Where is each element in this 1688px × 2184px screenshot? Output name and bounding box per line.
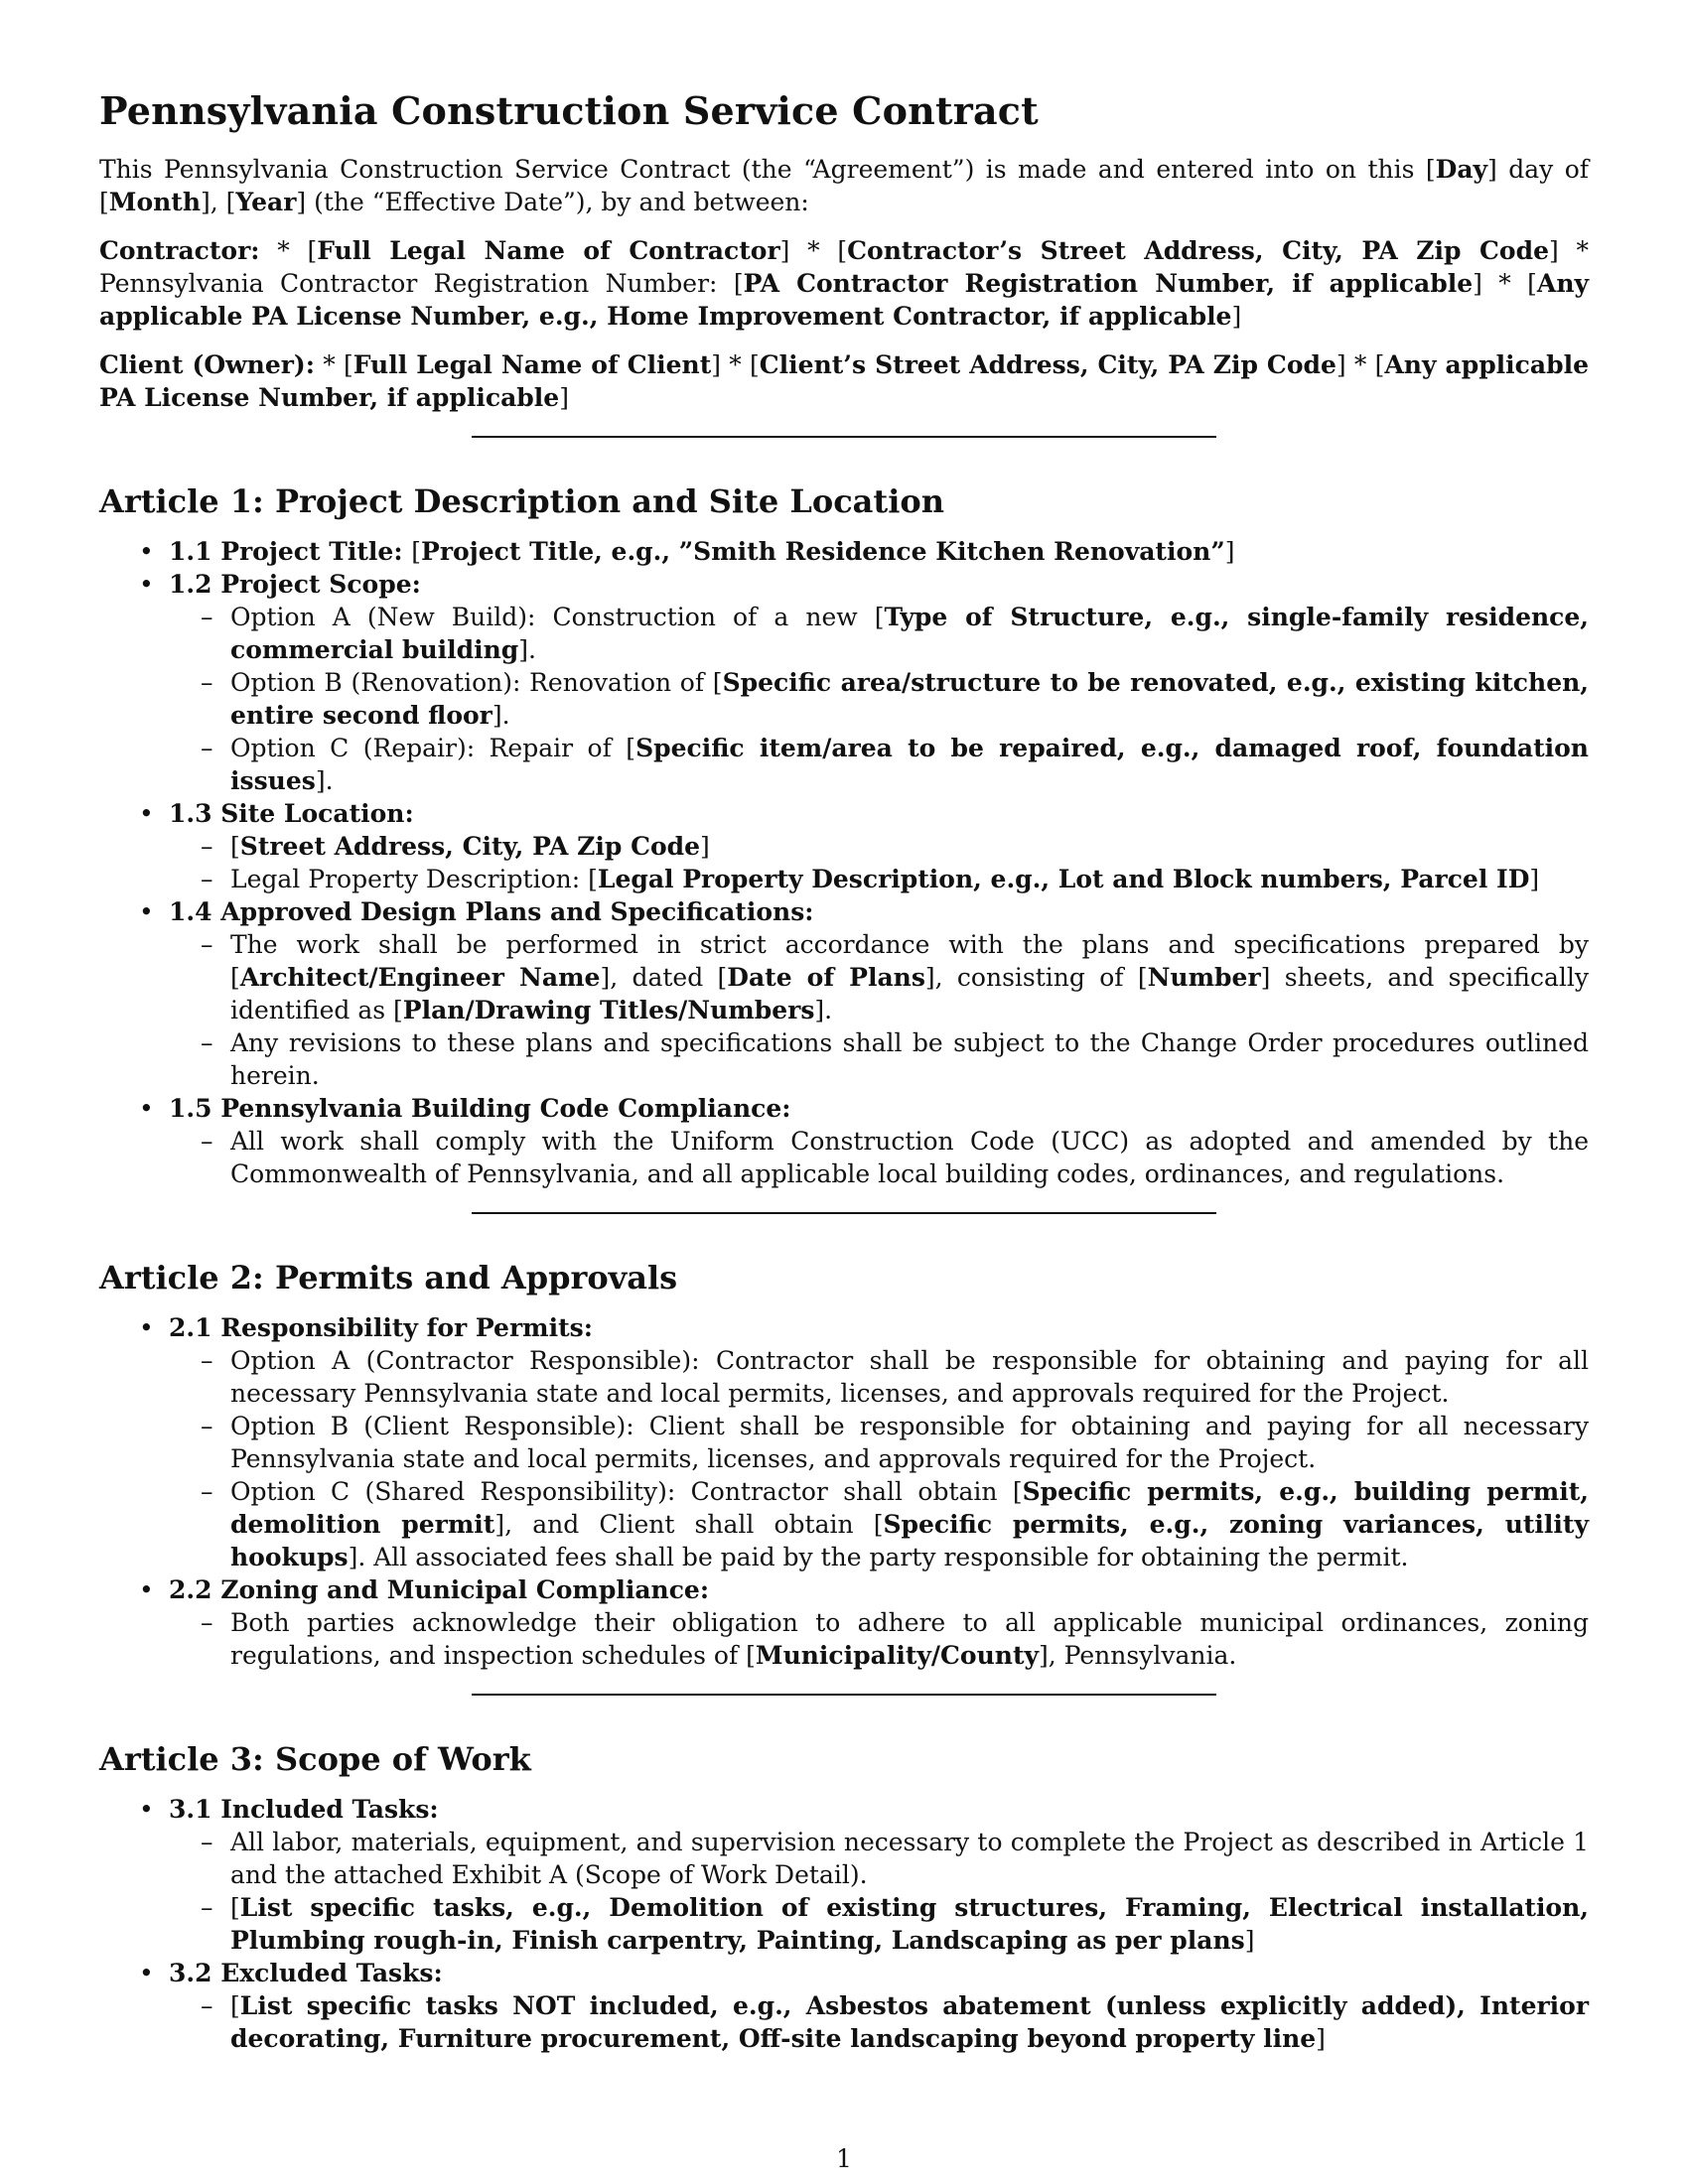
contractor-label: Contractor: [99, 236, 260, 265]
document-page [99, 77, 1589, 2055]
placeholder-text: List specific tasks, e.g., Demolition of existing structures, Framing, Electrical installation, Plumbing rough-in, Finish carpentry, Painting, Landscaping as per plans [230, 1893, 1589, 1955]
bracket: [ [411, 537, 422, 566]
sub-list-item [230, 1026, 1589, 1092]
item-text: ]. [518, 635, 536, 664]
article-1-heading: Article 1: Project Description and Site Location [99, 482, 944, 520]
sub-list-item [230, 1410, 1589, 1475]
placeholder-text: List specific tasks NOT included, e.g., Asbestos abatement (unless explicitly added), Interior decorating, Furniture procurement, Off-site landscaping beyond property line [230, 1991, 1589, 2053]
item-label: 2.1 Responsibility for Permits: [169, 1313, 593, 1342]
item-label: 3.1 Included Tasks: [169, 1795, 439, 1824]
item-text: All work shall comply with the Uniform Construction Code (UCC) as adopted and amended by the Commonwealth of Pennsylvania, and all applicable local building codes, ordinances, and regulations. [230, 1127, 1589, 1188]
item-text: Option A (New Build): Construction of a new [ [230, 603, 885, 631]
article-3-heading: Article 3: Scope of Work [99, 1740, 531, 1778]
sub-list-item [230, 732, 1589, 797]
bracket: ] [1224, 537, 1235, 566]
client-name: Full Legal Name of Client [352, 350, 712, 379]
item-text: The work shall be performed in strict accordance with the plans and specifications prepared by [ [230, 930, 1589, 992]
intro-text: This Pennsylvania Construction Service Contract (the “Agreement”) is made and entered into on this [ [99, 155, 1436, 184]
bracket: [ [230, 1893, 240, 1922]
sub-list [169, 928, 1589, 1092]
item-label: 1.5 Pennsylvania Building Code Compliance: [169, 1094, 791, 1123]
sub-list-item [230, 601, 1589, 666]
client-block [99, 348, 1589, 414]
placeholder-text: Specific permits, e.g., zoning variances, utility hookups [230, 1510, 1589, 1571]
project-title-placeholder: Project Title, e.g., ”Smith Residence Kitchen Renovation” [421, 537, 1225, 566]
item-label: 1.1 Project Title: [169, 537, 412, 566]
item-label: 2.2 Zoning and Municipal Compliance: [169, 1575, 710, 1604]
list-item [169, 1311, 1589, 1573]
separator: ] * [ [1473, 269, 1537, 298]
intro-text: ] (the “Effective Date”), by and between: [296, 188, 809, 216]
divider [472, 1212, 1216, 1214]
item-text: ]. [814, 996, 833, 1024]
contractor-block [99, 234, 1589, 333]
sub-list-item [230, 1891, 1589, 1957]
bracket: ] [1529, 865, 1540, 893]
item-text: Option B (Renovation): Renovation of [ [230, 668, 723, 697]
bracket: ] [1316, 2024, 1326, 2053]
contractor-name: Full Legal Name of Contractor [317, 236, 780, 265]
item-text: ]. All associated fees shall be paid by the party responsible for obtaining the permit. [348, 1543, 1409, 1571]
placeholder-text: Legal Property Description, e.g., Lot and Block numbers, Parcel ID [597, 865, 1530, 893]
contractor-license: Any applicable PA License Number, e.g., Home Improvement Contractor, if applicable [99, 269, 1590, 331]
article-2-list [99, 1311, 1589, 1672]
article-2 [99, 1258, 1589, 1672]
sub-list-item [230, 1606, 1589, 1672]
list-item [169, 1573, 1589, 1672]
article-1 [99, 481, 1589, 1190]
list-item [169, 1793, 1589, 1957]
separator: * [ [259, 236, 318, 265]
placeholder-text: Type of Structure, e.g., single-family residence, commercial building [230, 603, 1589, 664]
separator: ] [1231, 302, 1242, 331]
list-item [169, 568, 1589, 797]
separator: ] [559, 383, 569, 412]
list-item [169, 535, 1589, 568]
list-item [169, 1092, 1589, 1190]
year-placeholder: Year [235, 188, 297, 216]
article-1-list [99, 535, 1589, 1190]
client-label: Client (Owner): [99, 350, 315, 379]
sub-list [169, 601, 1589, 797]
list-item [169, 1957, 1589, 2055]
item-text: Option B (Client Responsible): Client shall be responsible for obtaining and paying for all necessary Pennsylvania state and local permits, licenses, and approvals required for the Project. [230, 1412, 1589, 1473]
month-placeholder: Month [108, 188, 202, 216]
article-3 [99, 1739, 1589, 2055]
item-text: Both parties acknowledge their obligation to adhere to all applicable municipal ordinances, zoning regulations, and inspection schedules of [ [230, 1608, 1589, 1670]
item-text: ], consisting of [ [924, 963, 1148, 992]
bracket: ] [700, 832, 710, 861]
item-text: Option C (Shared Responsibility): Contractor shall obtain [ [230, 1477, 1023, 1506]
client-license: Any applicable PA License Number, if applicable [99, 350, 1589, 412]
item-label: 1.4 Approved Design Plans and Specifications: [169, 897, 814, 926]
placeholder-text: Plan/Drawing Titles/Numbers [402, 996, 815, 1024]
placeholder-text: Specific item/area to be repaired, e.g., damaged roof, foundation issues [230, 734, 1589, 795]
sub-list-item [230, 1344, 1589, 1410]
sub-list-item [230, 1125, 1589, 1190]
placeholder-text: Municipality/County [755, 1641, 1040, 1670]
sub-list-item [230, 863, 1589, 895]
divider [472, 1694, 1216, 1696]
item-text: ], dated [ [600, 963, 728, 992]
list-item [169, 895, 1589, 1092]
sub-list [169, 1989, 1589, 2055]
divider [472, 436, 1216, 438]
item-text: ], Pennsylvania. [1039, 1641, 1237, 1670]
article-2-heading: Article 2: Permits and Approvals [99, 1259, 678, 1297]
separator: ] * Pennsylvania Contractor Registration Number: [ [99, 236, 1590, 298]
bracket: ] [1244, 1926, 1255, 1955]
item-text: ]. [315, 766, 334, 795]
item-text: ]. [492, 701, 510, 730]
client-address: Client’s Street Address, City, PA Zip Code [759, 350, 1336, 379]
item-text: Option C (Repair): Repair of [ [230, 734, 636, 762]
sub-list [169, 1344, 1589, 1573]
sub-list [169, 830, 1589, 895]
contractor-registration: PA Contractor Registration Number, if applicable [743, 269, 1474, 298]
sub-list-item [230, 1989, 1589, 2055]
placeholder-text: Specific area/structure to be renovated, e.g., existing kitchen, entire second floor [230, 668, 1589, 730]
separator: ] * [ [779, 236, 848, 265]
sub-list-item [230, 928, 1589, 1026]
list-item [169, 797, 1589, 895]
intro-paragraph [99, 153, 1589, 218]
placeholder-text: Specific permits, e.g., building permit, demolition permit [230, 1477, 1590, 1539]
sub-list-item [230, 666, 1589, 732]
item-text: Any revisions to these plans and specifications shall be subject to the Change Order procedures outlined herein. [230, 1028, 1589, 1090]
separator: * [ [314, 350, 353, 379]
intro-text: ], [ [201, 188, 236, 216]
intro-text: ] day of [ [99, 155, 1590, 216]
placeholder-text: Number [1147, 963, 1261, 992]
placeholder-text: Street Address, City, PA Zip Code [239, 832, 701, 861]
bracket: [ [230, 832, 240, 861]
document-title: Pennsylvania Construction Service Contract [99, 88, 1039, 133]
item-text: ], and Client shall obtain [ [494, 1510, 884, 1539]
item-label: 1.2 Project Scope: [169, 570, 421, 599]
placeholder-text: Architect/Engineer Name [239, 963, 601, 992]
item-label: 1.3 Site Location: [169, 799, 414, 828]
item-label: 3.2 Excluded Tasks: [169, 1959, 443, 1987]
item-text: ] sheets, and specifically identified as [ [230, 963, 1589, 1024]
placeholder-text: Date of Plans [727, 963, 925, 992]
sub-list [169, 1606, 1589, 1672]
sub-list-item [230, 830, 1589, 863]
sub-list-item [230, 1826, 1589, 1891]
sub-list [169, 1125, 1589, 1190]
day-placeholder: Day [1435, 155, 1488, 184]
item-text: Option A (Contractor Responsible): Contractor shall be responsible for obtaining and paying for all necessary Pennsylvania state and local permits, licenses, and approvals required for the Project. [230, 1346, 1589, 1408]
bracket: [ [230, 1991, 240, 2020]
sub-list [169, 1826, 1589, 1957]
sub-list-item [230, 1475, 1589, 1573]
separator: ] * [ [711, 350, 760, 379]
item-text: All labor, materials, equipment, and supervision necessary to complete the Project as described in Article 1 and the attached Exhibit A (Scope of Work Detail). [230, 1828, 1589, 1889]
page-number: 1 [836, 2144, 852, 2173]
separator: ] * [ [1336, 350, 1385, 379]
contractor-address: Contractor’s Street Address, City, PA Zip Code [847, 236, 1549, 265]
article-3-list [99, 1793, 1589, 2055]
item-text: Legal Property Description: [ [230, 865, 598, 893]
